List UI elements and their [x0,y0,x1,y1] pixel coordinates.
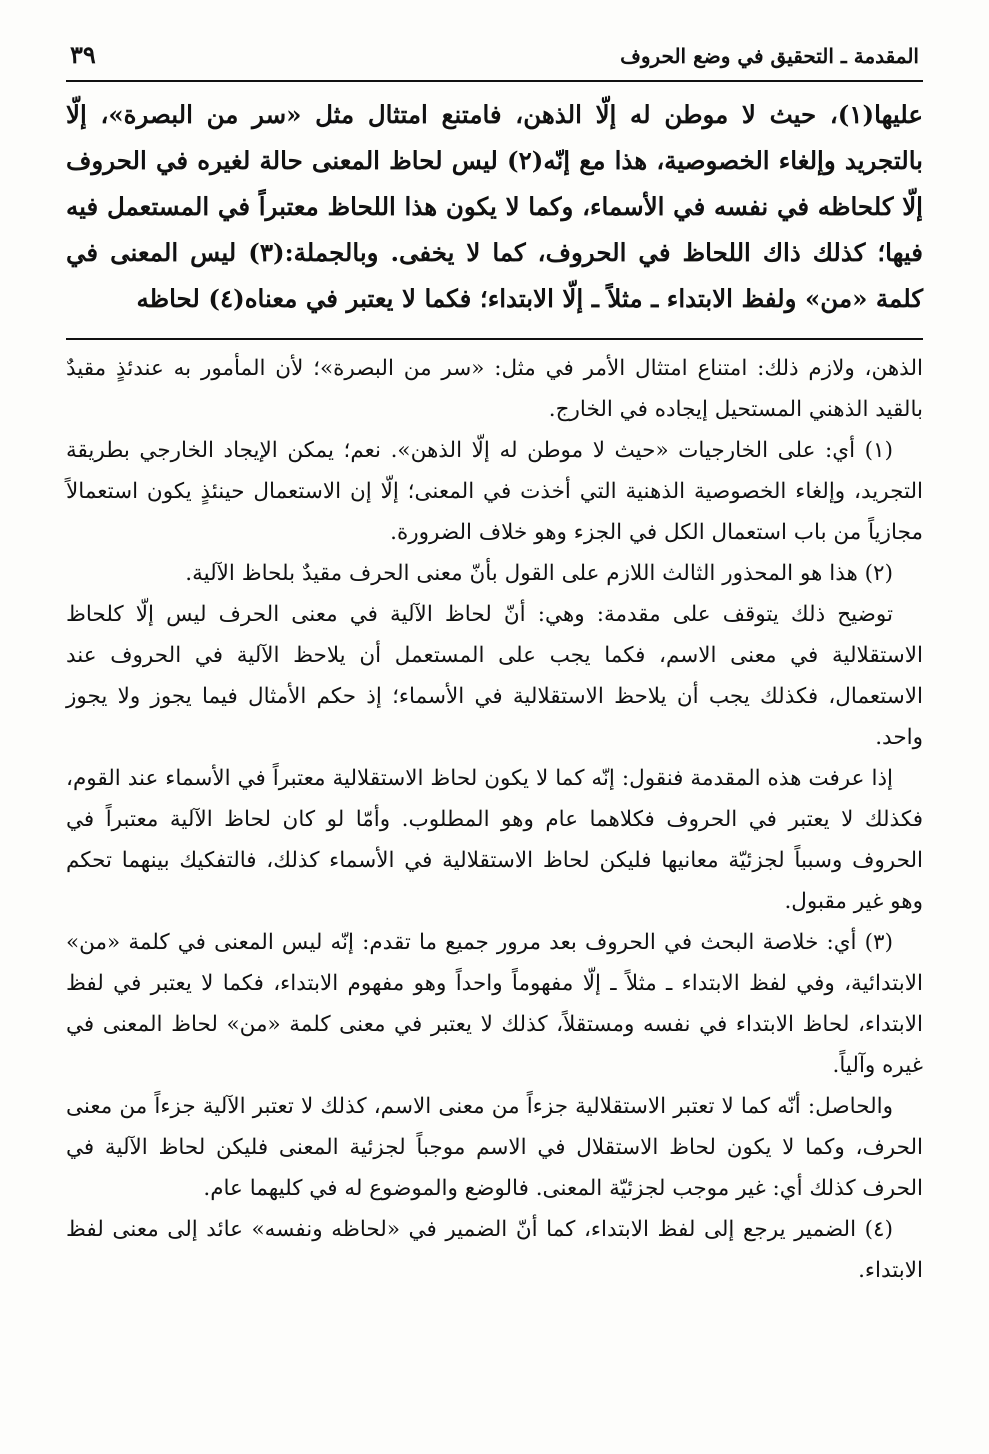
footnote-paragraph: (١) أي: على الخارجيات «حيث لا موطن له إلّا الذهن». نعم؛ يمكن الإيجاد الخارجي بطريقة التجريد، وإلغاء الخصوصية الذهنية التي أخذت في المعنى؛ إلّا إن الاستعمال حينئذٍ يكون استعمالاً مجازياً من باب استعمال الكل في الجزء وهو خلاف الضرورة. [66,438,923,545]
footnote-paragraph: والحاصل: أنّه كما لا تعتبر الاستقلالية جزءاً من معنى الاسم، كذلك لا تعتبر الآلية جزءاً من معنى الحرف، وكما لا يكون لحاظ الاستقلال في الاسم موجباً لجزئية المعنى فليكن لحاظ الآلية في الحرف كذلك أي: غير موجب لجزئيّة المعنى. فالوضع والموضوع له في كليهما عام. [66,1094,923,1201]
main-text: عليها(١)، حيث لا موطن له إلّا الذهن، فامتنع امتثال مثل «سر من البصرة»، إلّا بالتجريد وإلغاء الخصوصية، هذا مع إنّه(٢) ليس لحاظ المعنى حالة لغيره في الحروف إلّا كلحاظه في نفسه في الأسماء، وكما لا يكون هذا اللحاظ معتبراً في المستعمل فيه فيها؛ كذلك ذاك اللحاظ في الحروف، كما لا يخفى. وبالجملة:(٣) ليس المعنى في كلمة «من» ولفظ الابتداء ـ مثلاً ـ إلّا الابتداء؛ فكما لا يعتبر في معناه(٤) لحاظه [66,100,923,313]
page-number: ٣٩ [70,40,96,69]
footnote-paragraph: إذا عرفت هذه المقدمة فنقول: إنّه كما لا يكون لحاظ الاستقلالية معتبراً في الأسماء عند القوم، فكذلك لا يعتبر في الحروف فكلاهما عام وهو المطلوب. وأمّا لو كان لحاظ الآلية معتبراً في الحروف وسبباً لجزئيّة معانيها فليكن لحاظ الاستقلالية في الأسماء كذلك، فالتفكيك بينهما تحكم وهو غير مقبول. [66,766,923,914]
footnote-divider [66,338,923,340]
footnote-paragraph: (٣) أي: خلاصة البحث في الحروف بعد مرور جميع ما تقدم: إنّه ليس المعنى في كلمة «من» الابتدائية، وفي لفظ الابتداء ـ مثلاً ـ إلّا مفهوماً واحداً وهو مفهوم الابتداء، فكما لا يعتبر في لفظ الابتداء، لحاظ الابتداء في نفسه ومستقلاً، كذلك لا يعتبر في معنى كلمة «من» لحاظ المعنى في غيره وآلياً. [66,930,923,1078]
footnote-paragraph: توضيح ذلك يتوقف على مقدمة: وهي: أنّ لحاظ الآلية في معنى الحرف ليس إلّا كلحاظ الاستقلالية في معنى الاسم، فكما يجب على المستعمل أن يلاحظ الآلية في الحروف عند الاستعمال، فكذلك يجب أن يلاحظ الاستقلالية في الأسماء؛ إذ حكم الأمثال فيما يجوز ولا يجوز واحد. [66,602,923,750]
footnote-paragraph: (٢) هذا هو المحذور الثالث اللازم على القول بأنّ معنى الحرف مقيدٌ بلحاظ الآلية. [185,561,893,586]
footnote-paragraph: (٤) الضمير يرجع إلى لفظ الابتداء، كما أنّ الضمير في «لحاظه ونفسه» عائد إلى معنى لفظ الابتداء. [66,1217,923,1283]
page-header [66,40,923,82]
footnotes [66,348,923,1291]
running-title: المقدمة ـ التحقيق في وضع الحروف [620,44,919,68]
footnote-paragraph: الذهن، ولازم ذلك: امتناع امتثال الأمر في مثل: «سر من البصرة»؛ لأن المأمور به عندئذٍ مقيدٌ بالقيد الذهني المستحيل إيجاده في الخارج. [66,356,923,422]
